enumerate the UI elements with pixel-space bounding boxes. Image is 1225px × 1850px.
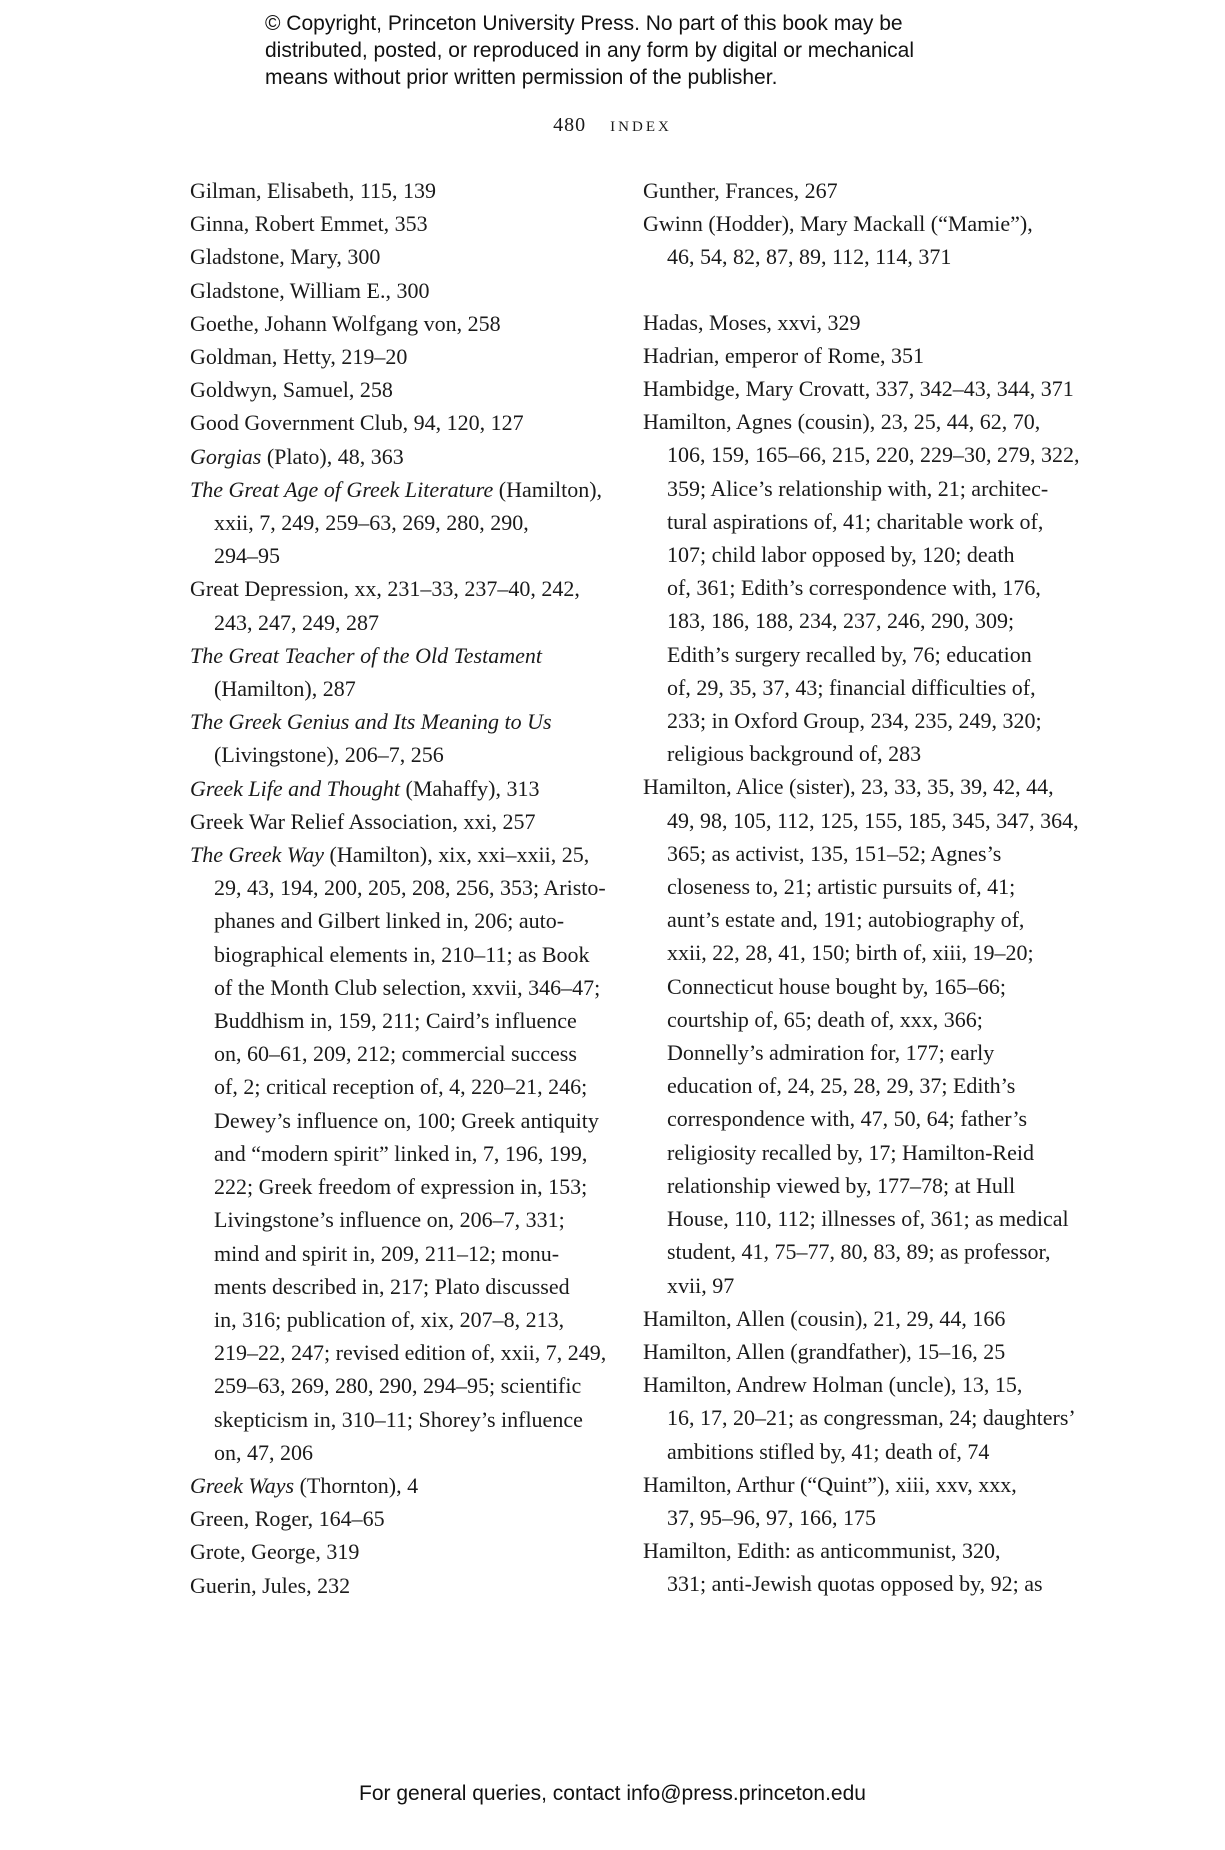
index-entry-line [190, 772, 605, 805]
section-title: index [610, 112, 672, 136]
index-entry-continuation: skepticism in, 310–11; Shorey’s influence [214, 1406, 583, 1432]
index-entry [643, 1335, 1058, 1368]
index-entry [190, 207, 605, 240]
index-entry [190, 373, 605, 406]
index-entry-continuation: 294–95 [214, 543, 280, 569]
index-entry-line [190, 440, 605, 473]
index-entry-continuation: ambitions stifled by, 41; death of, 74 [667, 1438, 990, 1464]
index-entry-line: Gilman, Elisabeth, 115, 139 [190, 178, 437, 203]
index-entry-continuation: Connecticut house bought by, 165–66; [667, 973, 1006, 999]
index-entry-line: Hamilton, Edith: as anticommunist, 320, [643, 1538, 1001, 1564]
index-entry-continuation: 16, 17, 20–21; as congressman, 24; daughters’ [667, 1405, 1076, 1431]
index-entry-continuation: (Hamilton), 287 [214, 676, 356, 702]
index-entry-continuation: and “modern spirit” linked in, 7, 196, 199, [214, 1140, 588, 1166]
index-entry-continuation: tural aspirations of, 41; charitable work of, [667, 508, 1044, 534]
index-entry-title: The Great Age of Greek Literature [190, 476, 494, 502]
index-entry-continuation: 359; Alice’s relationship with, 21; architec- [667, 475, 1049, 501]
index-entry-continuation: 107; child labor opposed by, 120; death [667, 542, 1015, 568]
index-entry-line [190, 473, 605, 506]
index-entry [190, 240, 605, 273]
index-entry-continuation: 243, 247, 249, 287 [214, 609, 379, 635]
index-entry-line [190, 639, 605, 672]
index-entry-continuation: 183, 186, 188, 234, 237, 246, 290, 309; [667, 608, 1015, 634]
index-entry-continuation: relationship viewed by, 177–78; at Hull [667, 1172, 1016, 1198]
index-entry [643, 306, 1058, 339]
index-entry-line: Hambidge, Mary Crovatt, 337, 342–43, 344, 371 [643, 376, 1074, 402]
index-entry [190, 406, 605, 439]
index-entry-text: (Thornton), 4 [294, 1472, 419, 1498]
index-entry [190, 340, 605, 373]
index-entry [190, 440, 605, 473]
index-entry-continuation: 106, 159, 165–66, 215, 220, 229–30, 279, 322, [667, 442, 1080, 468]
index-entry-text: (Mahaffy), 313 [400, 775, 540, 801]
index-entry-continuation: aunt’s estate and, 191; autobiography of, [667, 907, 1025, 933]
index-entry-continuation: closeness to, 21; artistic pursuits of, 41; [667, 874, 1016, 900]
index-entry-line: Hamilton, Alice (sister), 23, 33, 35, 39, 42, 44, [643, 774, 1054, 800]
index-entry-continuation: Edith’s surgery recalled by, 76; education [667, 641, 1032, 667]
index-entry [643, 1534, 1058, 1600]
index-entry-line [190, 705, 605, 738]
index-entry-line: Gwinn (Hodder), Mary Mackall (“Mamie”), [643, 211, 1033, 237]
index-entry-continuation: of, 2; critical reception of, 4, 220–21, 246; [214, 1074, 588, 1100]
index-entry-continuation: student, 41, 75–77, 80, 83, 89; as professor, [667, 1239, 1051, 1265]
index-column-left [190, 174, 605, 1602]
index-entry-line: Great Depression, xx, 231–33, 237–40, 242, [190, 576, 580, 602]
index-entry-continuation: correspondence with, 47, 50, 64; father’s [667, 1106, 1028, 1132]
index-entry-continuation: Buddhism in, 159, 211; Caird’s influence [214, 1008, 577, 1034]
index-entry-title: Gorgias [190, 443, 262, 469]
index-entry-line: Hamilton, Agnes (cousin), 23, 25, 44, 62, 70, [643, 409, 1041, 435]
copyright-notice [265, 10, 1025, 91]
index-entry-continuation: Dewey’s influence on, 100; Greek antiquity [214, 1107, 599, 1133]
index-entry-continuation: 259–63, 269, 280, 290, 294–95; scientific [214, 1373, 582, 1399]
index-entry [643, 1302, 1058, 1335]
index-entry [643, 174, 1058, 207]
index-entry [190, 174, 605, 207]
index-entry-line: Greek War Relief Association, xxi, 257 [190, 808, 536, 834]
index-entry [190, 1569, 605, 1602]
index-entry-continuation: 331; anti-Jewish quotas opposed by, 92; as [667, 1571, 1043, 1597]
index-entry-continuation: in, 316; publication of, xix, 207–8, 213, [214, 1306, 565, 1332]
index-entry-continuation: xvii, 97 [667, 1272, 735, 1298]
index-entry-continuation: ments described in, 217; Plato discussed [214, 1273, 570, 1299]
copyright-line: means without prior written permission of the publisher. [265, 66, 778, 89]
index-entry [190, 307, 605, 340]
index-entry [190, 639, 605, 705]
index-entry-continuation: religious background of, 283 [667, 741, 922, 767]
index-entry-continuation: education of, 24, 25, 28, 29, 37; Edith’s [667, 1073, 1016, 1099]
index-entry-title: The Greek Way [190, 842, 324, 868]
index-entry-line: Gladstone, William E., 300 [190, 277, 430, 303]
index-entry-continuation: 222; Greek freedom of expression in, 153; [214, 1174, 588, 1200]
index-entry-continuation: of, 29, 35, 37, 43; financial difficulties of, [667, 674, 1036, 700]
index-entry-line: Guerin, Jules, 232 [190, 1572, 351, 1598]
copyright-line: © Copyright, Princeton University Press. No part of this book may be [265, 12, 903, 35]
index-entry-continuation: courtship of, 65; death of, xxx, 366; [667, 1006, 983, 1032]
index-entry-continuation: xxii, 7, 249, 259–63, 269, 280, 290, [214, 510, 529, 536]
letter-section-gap [643, 274, 1058, 306]
index-entry-continuation: 233; in Oxford Group, 234, 235, 249, 320; [667, 708, 1042, 734]
index-entry-line: Green, Roger, 164–65 [190, 1506, 385, 1532]
index-entry [190, 572, 605, 638]
index-entry [643, 1468, 1058, 1534]
index-entry-line: Goldman, Hetty, 219–20 [190, 344, 408, 370]
index-entry-continuation: phanes and Gilbert linked in, 206; auto- [214, 908, 565, 934]
index-entry-continuation: (Livingstone), 206–7, 256 [214, 742, 444, 768]
index-entry-continuation: 46, 54, 82, 87, 89, 112, 114, 371 [667, 244, 952, 270]
index-entry [643, 405, 1080, 770]
index-entry-line: Hamilton, Arthur (“Quint”), xiii, xxv, xxx, [643, 1471, 1017, 1497]
index-entry [190, 838, 605, 1469]
index-entry-title: The Great Teacher of the Old Testament [190, 642, 542, 668]
index-entry-continuation: of the Month Club selection, xxvii, 346–47; [214, 974, 601, 1000]
index-entry-continuation: 29, 43, 194, 200, 205, 208, 256, 353; Aristo- [214, 875, 606, 901]
index-entry-continuation: biographical elements in, 210–11; as Book [214, 941, 590, 967]
index-entry-continuation: 49, 98, 105, 112, 125, 155, 185, 345, 347, 364, [667, 807, 1079, 833]
running-head [0, 112, 1225, 137]
copyright-line: distributed, posted, or reproduced in any form by digital or mechanical [265, 39, 915, 62]
index-entry-line: Ginna, Robert Emmet, 353 [190, 211, 428, 237]
index-entry [190, 1469, 605, 1502]
index-entry-continuation: on, 60–61, 209, 212; commercial success [214, 1041, 577, 1067]
index-entry-line: Grote, George, 319 [190, 1539, 360, 1565]
index-entry-continuation: House, 110, 112; illnesses of, 361; as medical [667, 1206, 1069, 1232]
footer-contact: For general queries, contact info@press.princeton.edu [359, 1782, 866, 1805]
index-entry-continuation: 219–22, 247; revised edition of, xxii, 7, 249, [214, 1340, 607, 1366]
index-entry [643, 770, 1079, 1301]
index-entry-line: Hamilton, Andrew Holman (uncle), 13, 15, [643, 1372, 1023, 1398]
index-entry-continuation: 365; as activist, 135, 151–52; Agnes’s [667, 840, 1002, 866]
index-entry-line: Good Government Club, 94, 120, 127 [190, 410, 524, 436]
index-entry-line: Goethe, Johann Wolfgang von, 258 [190, 310, 501, 336]
index-entry [190, 473, 605, 573]
index-entry-text: (Hamilton), [493, 476, 603, 502]
index-entry-line: Hamilton, Allen (cousin), 21, 29, 44, 166 [643, 1305, 1006, 1331]
index-entry-continuation: Livingstone’s influence on, 206–7, 331; [214, 1207, 565, 1233]
index-entry-text: (Hamilton), xix, xxi–xxii, 25, [324, 842, 590, 868]
index-entry-continuation: religiosity recalled by, 17; Hamilton-Reid [667, 1139, 1034, 1165]
index-entry [190, 274, 605, 307]
index-entry [190, 772, 605, 805]
index-entry [643, 207, 1058, 273]
index-entry-continuation: Donnelly’s admiration for, 177; early [667, 1040, 995, 1066]
index-entry-title: Greek Ways [190, 1472, 295, 1498]
index-entry-text: (Plato), 48, 363 [261, 443, 404, 469]
index-entry-line: Gladstone, Mary, 300 [190, 244, 381, 270]
index-entry-continuation: xxii, 22, 28, 41, 150; birth of, xiii, 19–20; [667, 940, 1034, 966]
index-entry [190, 805, 605, 838]
index-entry-line: Gunther, Frances, 267 [643, 178, 838, 203]
index-column-right [643, 174, 1080, 1601]
index-entry [643, 1368, 1076, 1468]
index-entry-line: Hadrian, emperor of Rome, 351 [643, 342, 925, 368]
index-entry [190, 705, 605, 771]
index-entry [190, 1535, 605, 1568]
index-entry-line: Hamilton, Allen (grandfather), 15–16, 25 [643, 1338, 1006, 1364]
index-entry-title: The Greek Genius and Its Meaning to Us [190, 709, 552, 735]
index-entry-line: Goldwyn, Samuel, 258 [190, 377, 393, 403]
index-entry-line [190, 838, 605, 871]
index-entry-continuation: on, 47, 206 [214, 1439, 313, 1465]
index-entry [643, 372, 1074, 405]
index-entry [643, 339, 1058, 372]
index-entry-line [190, 1469, 605, 1502]
index-entry-title: Greek Life and Thought [190, 775, 400, 801]
index-entry-continuation: mind and spirit in, 209, 211–12; monu- [214, 1240, 560, 1266]
index-entry [190, 1502, 605, 1535]
index-entry-continuation: of, 361; Edith’s correspondence with, 176, [667, 575, 1041, 601]
index-entry-continuation: 37, 95–96, 97, 166, 175 [667, 1504, 876, 1530]
page-number: 480 [553, 114, 587, 136]
index-entry-line: Hadas, Moses, xxvi, 329 [643, 309, 861, 335]
